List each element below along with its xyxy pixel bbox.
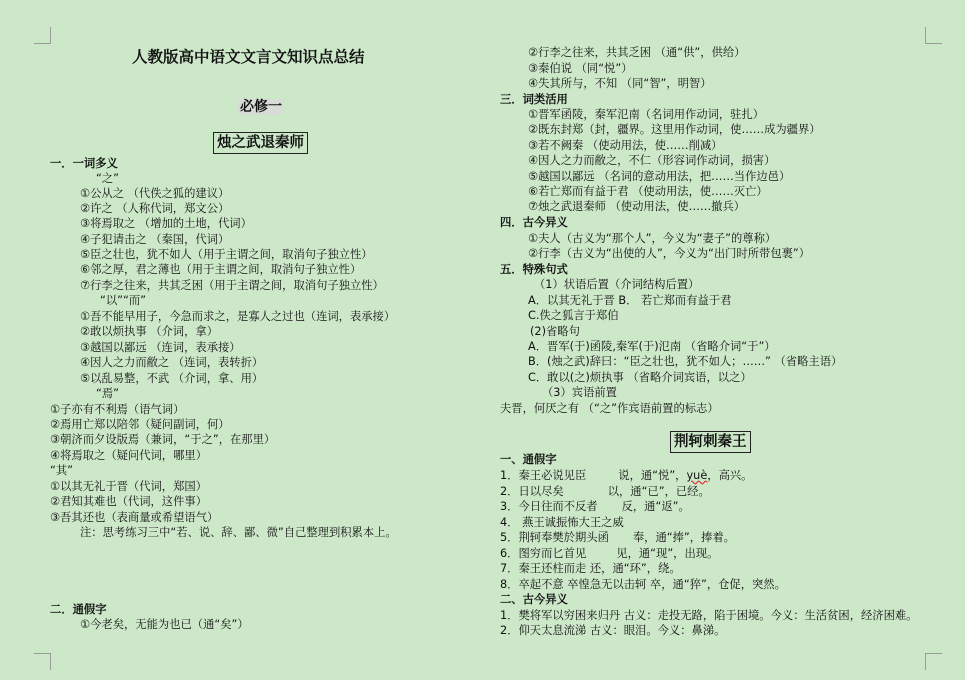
list-item: ①公从之 （代佚之狐的建议）	[80, 187, 230, 200]
list-item: 5．荆轲奉樊於期头函 奉，通“捧”，捧着。	[500, 531, 735, 544]
list-item: ③吾其还也（表商量或希望语气）	[50, 511, 219, 524]
list-item: ②行李之往来，共其乏困 （通“供”，供给）	[528, 46, 746, 59]
list-item: C.佚之狐言于郑伯	[528, 309, 619, 322]
list-item: ③秦伯说 （同“悦”）	[528, 62, 633, 75]
list-item: ③若不阙秦 （使动用法，使……削减）	[528, 139, 723, 152]
list-item: ④因人之力而敝之 （连词，表转折）	[80, 356, 264, 369]
list-item: ⑤越国以鄙远 （名词的意动用法，把……当作边邑）	[528, 170, 791, 183]
section-heading: 一、通假字	[500, 453, 557, 466]
list-item: ⑥邻之厚，君之薄也（用于主谓之间，取消句子独立性）	[80, 263, 362, 276]
lesson-title-jingke: 荆轲刺秦王	[670, 431, 751, 453]
page-corner-mark	[925, 27, 942, 44]
list-item: ③朝济而夕设版焉（兼词，“于之”，在那里）	[50, 433, 276, 446]
section-heading: 三．词类活用	[500, 93, 568, 106]
list-item: ③越国以鄙远 （连词，表承接）	[80, 341, 241, 354]
term-label: “其”	[50, 464, 74, 477]
list-item: 4． 燕王诚振怖大王之威	[500, 516, 624, 529]
list-item: ②既东封郑（封，疆界。这里用作动词，使……成为疆界）	[528, 123, 821, 136]
list-item: ①以其无礼于晋（代词，郑国）	[50, 480, 207, 493]
note-text: 注：思考练习三中“若、说、辞、鄙、微”自己整理到积累本上。	[80, 526, 397, 539]
section-heading: 四．古今异义	[500, 216, 568, 229]
sub-heading: (2)省略句	[530, 325, 580, 338]
lesson-title-zhuzhiwu: 烛之武退秦师	[213, 132, 308, 154]
list-item: ③将焉取之 （增加的土地，代词）	[80, 217, 252, 230]
term-label: “焉”	[96, 387, 120, 400]
list-item: ②敢以烦执事 （介词，拿）	[80, 325, 218, 338]
term-label: “之”	[96, 172, 120, 185]
list-item: ⑦行李之往来，共其乏困（用于主谓之间，取消句子独立性）	[80, 279, 384, 292]
term-label: “以”“而”	[100, 294, 147, 307]
list-item: A．晋军(于)函陵,秦军(于)氾南 （省略介词“于”）	[528, 340, 776, 353]
list-item: ⑤以乱易整，不武 （介词，拿、用）	[80, 372, 264, 385]
list-item: ①吾不能早用子，今急而求之，是寡人之过也（连词，表承接）	[80, 310, 396, 323]
list-item: B．(烛之武)辞曰：“臣之壮也，犹不如人；……” （省略主语）	[528, 355, 843, 368]
page-corner-mark	[34, 27, 51, 44]
list-item: ②许之 （人称代词，郑文公）	[80, 202, 230, 215]
list-item: C．敢以(之)烦执事 （省略介词宾语，以之）	[528, 371, 752, 384]
list-item: 1．秦王必说见臣 说，通“悦”，yuè，高兴。	[500, 469, 753, 482]
list-item: 夫晋，何厌之有 （“之”作宾语前置的标志）	[500, 402, 719, 415]
list-item: ④子犯请击之 （秦国，代词）	[80, 233, 230, 246]
section-heading: 二、古今异义	[500, 593, 568, 606]
list-item: 2．仰天太息流涕 古义：眼泪。今义：鼻涕。	[500, 624, 726, 637]
list-item: ④因人之力而敝之，不仁（形容词作动词，损害）	[528, 154, 776, 167]
list-item: ④将焉取之（疑问代词，哪里）	[50, 449, 207, 462]
list-item: 7．秦王还柱而走 还，通“环”，绕。	[500, 562, 681, 575]
list-item: A．以其无礼于晋 B． 若亡郑而有益于君	[528, 294, 732, 307]
list-item: ①晋军函陵，秦军氾南（名词用作动词，驻扎）	[528, 108, 765, 121]
list-item: ①子亦有不利焉（语气词）	[50, 403, 185, 416]
section-heading: 二．通假字	[50, 603, 107, 616]
list-item: 2．日以尽矣 以，通“已”，已经。	[500, 485, 710, 498]
page-corner-mark	[34, 653, 51, 670]
list-item: ⑥若亡郑而有益于君 （使动用法，使……灭亡）	[528, 185, 768, 198]
page-corner-mark	[925, 653, 942, 670]
list-item: ④失其所与，不知 （同“智”，明智）	[528, 77, 712, 90]
list-item: ⑤臣之壮也，犹不如人（用于主谓之间，取消句子独立性）	[80, 248, 373, 261]
section-heading: 五．特殊句式	[500, 263, 568, 276]
list-item: ①夫人（古义为“那个人”，今义为“妻子”的尊称）	[528, 232, 777, 245]
sub-heading: （3）宾语前置	[542, 386, 617, 399]
list-item: ②行李（古义为“出使的人”，今义为“出门时所带包裹”）	[528, 247, 811, 260]
list-item: ①今老矣，无能为也已（通“矣”）	[80, 618, 249, 631]
list-item: ②君知其难也（代词，这件事）	[50, 495, 207, 508]
list-item: ②焉用亡郑以陪邻（疑问副词，何）	[50, 418, 230, 431]
list-item: 1．樊将军以穷困来归丹 古义：走投无路，陷于困境。今义：生活贫困，经济困难。	[500, 609, 918, 622]
list-item: 6．图穷而匕首见 见，通“现”，出现。	[500, 547, 719, 560]
sub-heading: （1）状语后置（介词结构后置）	[534, 278, 700, 291]
list-item: 8．卒起不意 卒惶急无以击轲 卒，通“猝”，仓促，突然。	[500, 578, 786, 591]
section-heading: 一．一词多义	[50, 157, 118, 170]
list-item: ⑦烛之武退秦师 （使动用法，使……撤兵）	[528, 200, 746, 213]
document-title: 人教版高中语文文言文知识点总结	[132, 48, 365, 66]
module-title: 必修一	[240, 99, 282, 115]
list-item: 3．今日往而不反者 反，通“返”。	[500, 500, 690, 513]
